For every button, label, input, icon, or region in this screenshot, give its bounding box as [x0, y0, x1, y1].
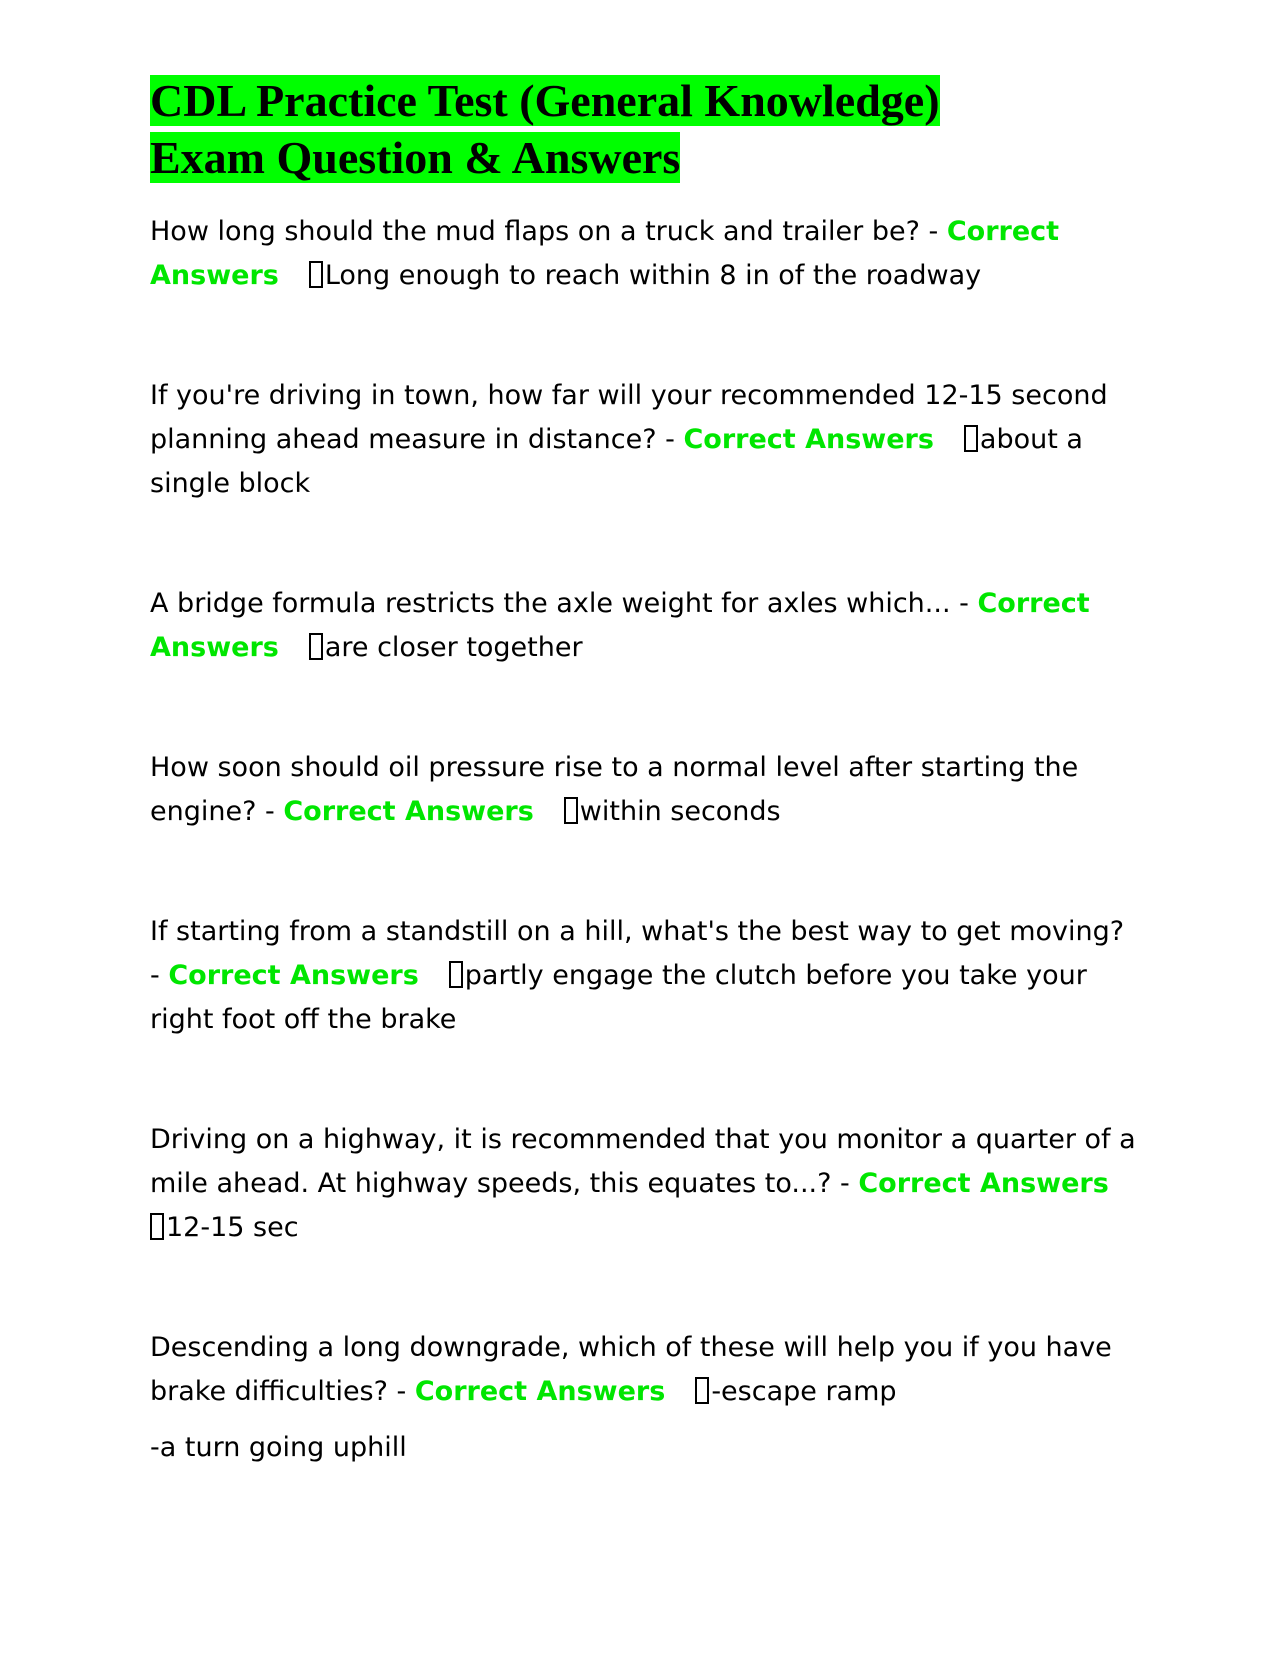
answer-text: Long enough to reach within 8 in of the roadway: [324, 260, 982, 291]
page-title: [150, 72, 1140, 186]
question-text: If starting from a standstill on a hill, what's the best way to get moving? -: [150, 916, 1125, 991]
missing-glyph-icon: [449, 961, 463, 988]
qa-item-6: [150, 1118, 1140, 1250]
answer-text: about a single block: [150, 424, 1083, 499]
title-line-1: CDL Practice Test (General Knowledge): [150, 75, 940, 126]
qa-item-2: [150, 374, 1140, 506]
question-text: If you're driving in town, how far will your recommended 12-15 second planning ahead measure in distance? -: [150, 380, 1108, 455]
qa-item-1: [150, 210, 1140, 298]
qa-item-3: [150, 582, 1140, 670]
answer-text: within seconds: [579, 796, 781, 827]
question-text: Driving on a highway, it is recommended that you monitor a quarter of a mile ahead. At highway speeds, this equates to...? -: [150, 1124, 1136, 1199]
question-text: How soon should oil pressure rise to a normal level after starting the engine? -: [150, 752, 1079, 827]
correct-answers-label: Correct Answers: [150, 216, 1060, 291]
correct-answers-label: Correct Answers: [283, 796, 534, 827]
missing-glyph-icon: [695, 1377, 709, 1404]
missing-glyph-icon: [564, 797, 578, 824]
answer-continuation: -a turn going uphill: [150, 1432, 407, 1463]
missing-glyph-icon: [150, 1213, 164, 1240]
correct-answers-label: Correct Answers: [414, 1376, 666, 1407]
question-text: How long should the mud flaps on a truck and trailer be? -: [150, 216, 947, 247]
answer-text: are closer together: [324, 632, 583, 663]
qa-item-7: [150, 1326, 1140, 1414]
missing-glyph-icon: [309, 633, 323, 660]
qa-item-4: [150, 746, 1140, 834]
title-line-2: Exam Question & Answers: [150, 132, 681, 183]
missing-glyph-icon: [964, 425, 978, 452]
missing-glyph-icon: [309, 261, 323, 288]
question-text: A bridge formula restricts the axle weight for axles which... -: [150, 588, 978, 619]
document-page: [150, 72, 1140, 1470]
qa-item-5: [150, 910, 1140, 1042]
question-text: Descending a long downgrade, which of these will help you if you have brake difficulties? -: [150, 1332, 1112, 1407]
correct-answers-label: Correct Answers: [150, 588, 1090, 663]
correct-answers-label: Correct Answers: [683, 424, 934, 455]
correct-answers-label: Correct Answers: [168, 960, 419, 991]
correct-answers-label: Correct Answers: [858, 1168, 1109, 1199]
answer-text: partly engage the clutch before you take your right foot off the brake: [150, 960, 1087, 1035]
answer-text: 12-15 sec: [166, 1212, 299, 1243]
answer-text: -escape ramp: [711, 1376, 897, 1407]
